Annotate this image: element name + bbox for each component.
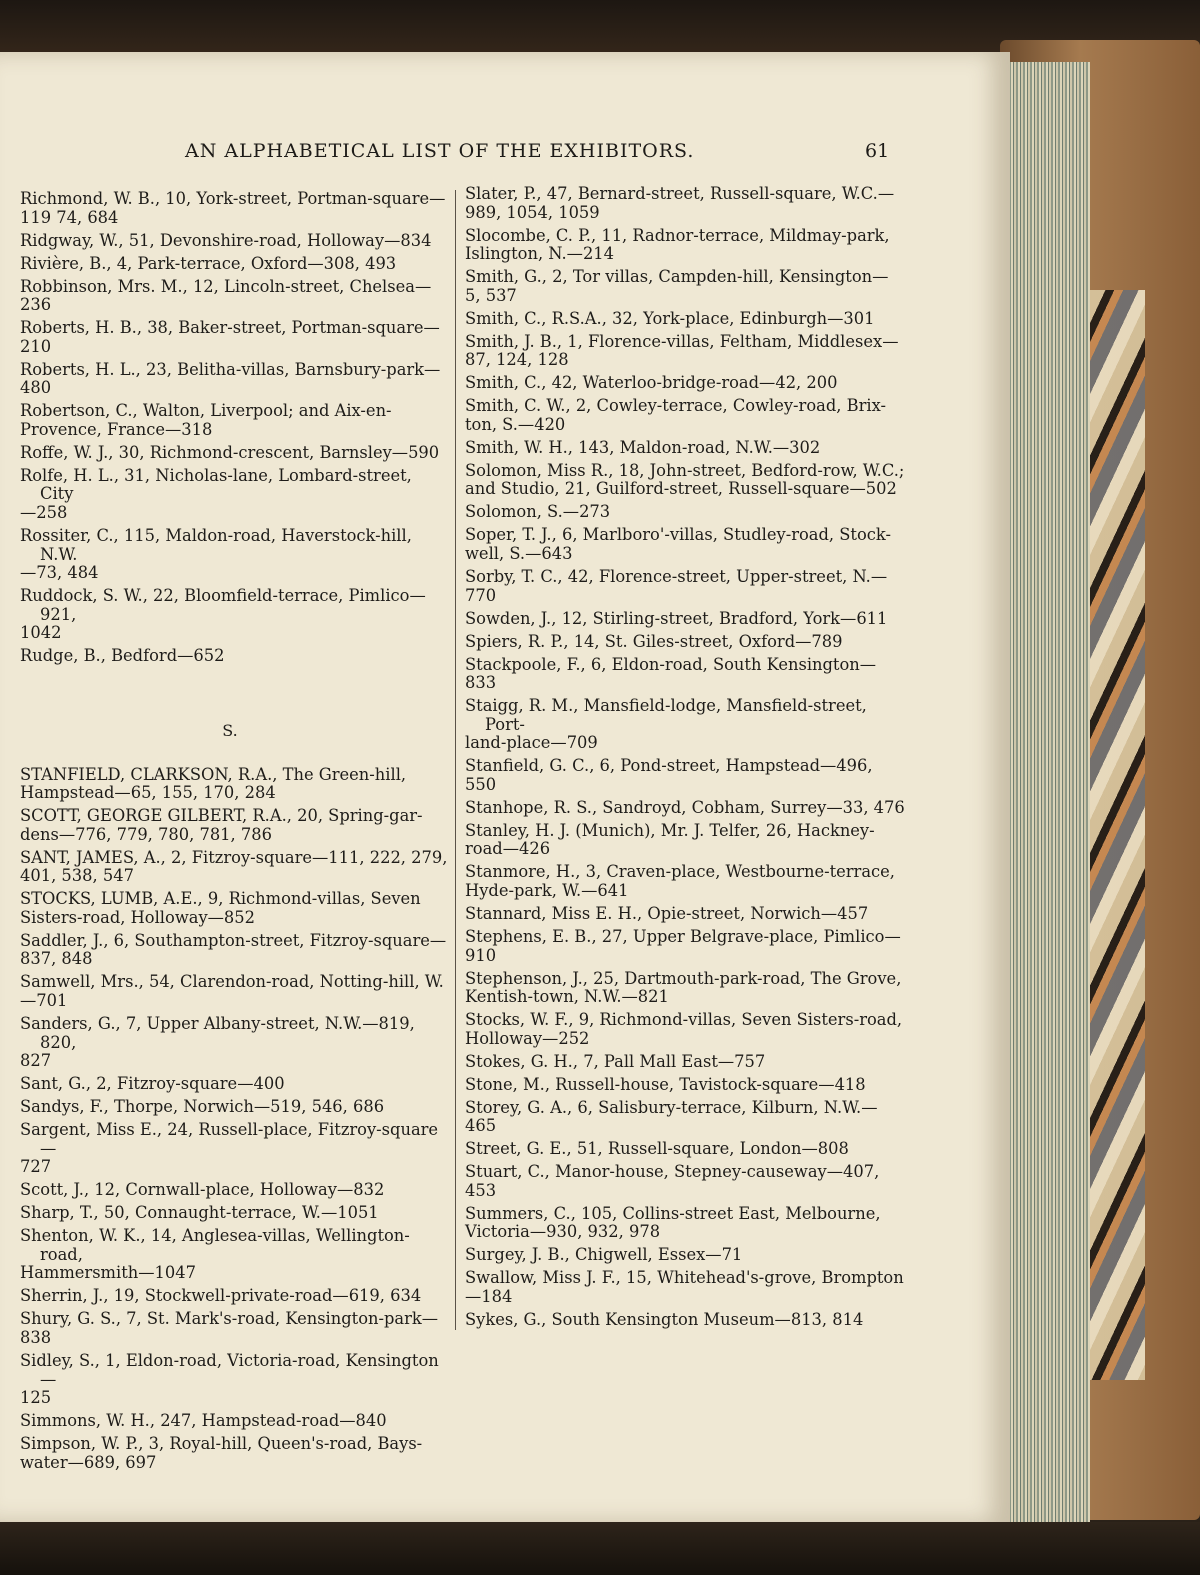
exhibitor-entry	[20, 1412, 450, 1431]
exhibitor-entry	[20, 1181, 450, 1200]
entry-line: Stanhope, R. S., Sandroyd, Cobham, Surrey—33, 476	[465, 797, 905, 817]
exhibitor-entry	[20, 319, 450, 356]
exhibitor-entry	[465, 310, 905, 329]
entry-line: Swallow, Miss J. F., 15, Whitehead's-grove, Brompton	[465, 1268, 904, 1288]
exhibitor-entry	[465, 610, 905, 629]
exhibitor-entry	[465, 227, 905, 264]
entry-line: 770	[465, 585, 497, 605]
exhibitor-entry	[20, 527, 450, 583]
entry-line: 119 74, 684	[20, 207, 119, 227]
entry-line: land-place—709	[465, 733, 598, 753]
exhibitor-entry	[465, 656, 905, 693]
entry-line: Sorby, T. C., 42, Florence-street, Upper-street, N.—	[465, 566, 888, 586]
entry-line: Smith, J. B., 1, Florence-villas, Feltham, Middlesex—	[465, 331, 899, 351]
entry-line: 989, 1054, 1059	[465, 202, 600, 222]
entry-line: —258	[20, 503, 68, 523]
entry-line: 1042	[20, 623, 62, 643]
entry-line: Hammersmith—1047	[20, 1263, 196, 1283]
entry-line: Smith, C. W., 2, Cowley-terrace, Cowley-road, Brix-	[465, 396, 886, 416]
entry-line: Robertson, C., Walton, Liverpool; and Aix-en-	[20, 401, 392, 421]
entry-line: Sandys, F., Thorpe, Norwich—519, 546, 686	[20, 1097, 385, 1117]
entry-line: Roberts, H. L., 23, Belitha-villas, Barnsbury-park—	[20, 359, 441, 379]
entry-line: Hampstead—65, 155, 170, 284	[20, 783, 276, 803]
entry-line: Scott, J., 12, Cornwall-place, Holloway—832	[20, 1180, 385, 1200]
exhibitor-entry	[465, 799, 905, 818]
exhibitor-entry	[20, 1098, 450, 1117]
entry-line: road—426	[465, 839, 551, 859]
entry-line: 480	[20, 378, 52, 398]
entry-line: Rossiter, C., 115, Maldon-road, Haverstock-hill, N.W.	[20, 526, 412, 564]
entry-line: Sidley, S., 1, Eldon-road, Victoria-road, Kensington—	[20, 1351, 439, 1389]
entry-line: 727	[20, 1157, 52, 1177]
entry-line: Stokes, G. H., 7, Pall Mall East—757	[465, 1051, 766, 1071]
entry-line: 453	[465, 1180, 497, 1200]
exhibitor-entry	[20, 890, 450, 927]
exhibitor-entry	[20, 849, 450, 886]
entry-line: 910	[465, 945, 497, 965]
entry-line: and Studio, 21, Guilford-street, Russell-square—502	[465, 479, 897, 499]
exhibitor-entry	[465, 633, 905, 652]
exhibitor-entry	[465, 697, 905, 753]
exhibitor-entry	[20, 1287, 450, 1306]
entry-line: 465	[465, 1116, 497, 1136]
section-letter: S.	[222, 720, 238, 740]
exhibitor-entry	[20, 1015, 450, 1071]
entry-line: Stocks, W. F., 9, Richmond-villas, Seven Sisters-road,	[465, 1010, 903, 1030]
exhibitor-entry	[465, 568, 905, 605]
entry-line: Shury, G. S., 7, St. Mark's-road, Kensington-park—	[20, 1309, 439, 1329]
exhibitor-entry	[20, 973, 450, 1010]
entry-line: Stannard, Miss E. H., Opie-street, Norwich—457	[465, 904, 869, 923]
entry-line: Stephenson, J., 25, Dartmouth-park-road, The Grove,	[465, 968, 902, 988]
entry-line: Samwell, Mrs., 54, Clarendon-road, Notting-hill, W.	[20, 972, 444, 992]
exhibitor-entry	[20, 361, 450, 398]
entry-line: 401, 538, 547	[20, 866, 134, 886]
entry-line: Rivière, B., 4, Park-terrace, Oxford—308, 493	[20, 253, 397, 273]
entry-line: well, S.—643	[465, 544, 573, 563]
right-entries-list	[465, 185, 905, 1330]
page-block-edges	[1000, 62, 1090, 1532]
exhibitor-entry	[465, 1269, 905, 1306]
entry-line: Stackpoole, F., 6, Eldon-road, South Kensington—	[465, 654, 877, 674]
r-entries-list	[20, 190, 450, 666]
exhibitor-entry	[20, 647, 450, 666]
entry-line: 210	[20, 336, 52, 356]
entry-line: 87, 124, 128	[465, 350, 569, 370]
running-head: AN ALPHABETICAL LIST OF THE EXHIBITORS.	[185, 140, 695, 162]
exhibitor-entry	[20, 278, 450, 315]
entry-line: water—689, 697	[20, 1452, 157, 1472]
entry-line: Sanders, G., 7, Upper Albany-street, N.W.—819, 820,	[20, 1014, 415, 1052]
entry-line: —73, 484	[20, 563, 99, 583]
exhibitor-entry	[465, 970, 905, 1007]
exhibitor-entry	[20, 1310, 450, 1347]
exhibitor-entry	[465, 905, 905, 924]
entry-line: 550	[465, 774, 497, 794]
exhibitor-entry	[20, 1121, 450, 1177]
exhibitor-entry	[20, 1352, 450, 1408]
entry-line: 125	[20, 1388, 52, 1408]
entry-line: STANFIELD, CLARKSON, R.A., The Green-hill,	[20, 764, 407, 784]
entry-line: 833	[465, 673, 497, 693]
entry-line: Stone, M., Russell-house, Tavistock-square—418	[465, 1074, 866, 1094]
exhibitor-entry	[465, 1053, 905, 1072]
entry-line: Smith, C., 42, Waterloo-bridge-road—42, 200	[465, 373, 838, 393]
right-column	[465, 185, 905, 1334]
exhibitor-entry	[465, 1140, 905, 1159]
entry-line: Storey, G. A., 6, Salisbury-terrace, Kilburn, N.W.—	[465, 1097, 878, 1117]
entry-line: —701	[20, 991, 68, 1011]
exhibitor-entry	[465, 1076, 905, 1095]
entry-line: 827	[20, 1051, 52, 1071]
entry-line: Spiers, R. P., 14, St. Giles-street, Oxford—789	[465, 631, 843, 651]
exhibitor-entry	[20, 766, 450, 803]
exhibitor-entry	[20, 1075, 450, 1094]
entry-line: Rolfe, H. L., 31, Nicholas-lane, Lombard-street, City	[20, 465, 412, 504]
entry-line: dens—776, 779, 780, 781, 786	[20, 824, 272, 844]
entry-line: Stanley, H. J. (Munich), Mr. J. Telfer, 26, Hackney-	[465, 820, 875, 840]
entry-line: Victoria—930, 932, 978	[465, 1222, 661, 1242]
exhibitor-entry	[465, 462, 905, 499]
exhibitor-entry	[20, 190, 450, 227]
entry-line: Roffe, W. J., 30, Richmond-crescent, Barnsley—590	[20, 442, 440, 462]
page-number: 61	[865, 140, 890, 162]
entry-line: Kentish-town, N.W.—821	[465, 987, 669, 1007]
entry-line: Slocombe, C. P., 11, Radnor-terrace, Mildmay-park,	[465, 225, 890, 245]
entry-line: 837, 848	[20, 949, 93, 969]
entry-line: Shenton, W. K., 14, Anglesea-villas, Wellington-road,	[20, 1226, 410, 1264]
exhibitor-entry	[465, 1099, 905, 1136]
exhibitor-entry	[465, 1311, 905, 1330]
exhibitor-entry	[465, 333, 905, 370]
exhibitor-entry	[465, 439, 905, 458]
entry-line: Sisters-road, Holloway—852	[20, 907, 256, 927]
exhibitor-entry	[20, 255, 450, 274]
entry-line: Sharp, T., 50, Connaught-terrace, W.—1051	[20, 1203, 379, 1223]
left-column	[20, 190, 450, 1477]
book-cover-bottom	[0, 1522, 1200, 1575]
entry-line: Stanfield, G. C., 6, Pond-street, Hampstead—496,	[465, 756, 873, 776]
entry-line: Stephens, E. B., 27, Upper Belgrave-place, Pimlico—	[465, 926, 901, 946]
exhibitor-entry	[20, 1227, 450, 1283]
entry-line: Sant, G., 2, Fitzroy-square—400	[20, 1074, 285, 1094]
exhibitor-entry	[465, 374, 905, 393]
exhibitor-entry	[465, 503, 905, 522]
entry-line: Stanmore, H., 3, Craven-place, Westbourne-terrace,	[465, 862, 895, 882]
s-entries-list	[20, 766, 450, 1473]
entry-line: Hyde-park, W.—641	[465, 881, 629, 901]
exhibitor-entry	[465, 928, 905, 965]
exhibitor-entry	[465, 1163, 905, 1200]
entry-line: Rudge, B., Bedford—652	[20, 646, 225, 666]
entry-line: Simmons, W. H., 247, Hampstead-road—840	[20, 1411, 387, 1431]
entry-line: Provence, France—318	[20, 419, 213, 439]
entry-line: Sykes, G., South Kensington Museum—813, 814	[465, 1309, 864, 1329]
exhibitor-entry	[465, 1205, 905, 1242]
entry-line: Richmond, W. B., 10, York-street, Portman-square—	[20, 189, 446, 208]
entry-line: Sowden, J., 12, Stirling-street, Bradford, York—611	[465, 608, 888, 628]
exhibitor-entry	[20, 444, 450, 463]
entry-line: Staigg, R. M., Mansfield-lodge, Mansfield-street, Port-	[465, 696, 867, 734]
exhibitor-entry	[465, 526, 905, 563]
exhibitor-entry	[20, 587, 450, 643]
marbled-endpaper	[1090, 290, 1145, 1380]
exhibitor-entry	[465, 863, 905, 900]
entry-line: SCOTT, GEORGE GILBERT, R.A., 20, Spring-gar-	[20, 806, 423, 826]
entry-line: 838	[20, 1328, 52, 1348]
entry-line: Holloway—252	[465, 1028, 590, 1048]
exhibitor-entry	[465, 1011, 905, 1048]
entry-line: Smith, G., 2, Tor villas, Campden-hill, Kensington—	[465, 267, 889, 287]
exhibitor-entry	[20, 1435, 450, 1472]
exhibitor-entry	[20, 402, 450, 439]
exhibitor-entry	[465, 1246, 905, 1265]
exhibitor-entry	[465, 185, 905, 222]
exhibitor-entry	[20, 932, 450, 969]
exhibitor-entry	[465, 757, 905, 794]
entry-line: Slater, P., 47, Bernard-street, Russell-square, W.C.—	[465, 184, 895, 203]
exhibitor-entry	[20, 1204, 450, 1223]
entry-line: Summers, C., 105, Collins-street East, Melbourne,	[465, 1203, 881, 1223]
entry-line: Sargent, Miss E., 24, Russell-place, Fitzroy-square—	[20, 1120, 439, 1158]
entry-line: Solomon, Miss R., 18, John-street, Bedford-row, W.C.;	[465, 460, 905, 480]
entry-line: Soper, T. J., 6, Marlboro'-villas, Studley-road, Stock-	[465, 525, 891, 545]
column-rule	[455, 190, 456, 1330]
exhibitor-entry	[20, 467, 450, 523]
entry-line: Smith, C., R.S.A., 32, York-place, Edinburgh—301	[465, 308, 875, 328]
entry-line: SANT, JAMES, A., 2, Fitzroy-square—111, 222, 279,	[20, 847, 448, 867]
exhibitor-entry	[20, 807, 450, 844]
entry-line: Sherrin, J., 19, Stockwell-private-road—619, 634	[20, 1286, 422, 1306]
entry-line: Ruddock, S. W., 22, Bloomfield-terrace, Pimlico—921,	[20, 586, 426, 624]
entry-line: Stuart, C., Manor-house, Stepney-causeway—407,	[465, 1162, 880, 1182]
entry-line: 236	[20, 295, 52, 315]
exhibitor-entry	[465, 268, 905, 305]
exhibitor-entry	[465, 397, 905, 434]
entry-line: Solomon, S.—273	[465, 502, 611, 522]
entry-line: Smith, W. H., 143, Maldon-road, N.W.—302	[465, 437, 821, 457]
exhibitor-entry	[465, 822, 905, 859]
entry-line: ton, S.—420	[465, 414, 566, 434]
entry-line: Simpson, W. P., 3, Royal-hill, Queen's-road, Bays-	[20, 1434, 423, 1454]
exhibitor-entry	[20, 232, 450, 251]
entry-line: Robbinson, Mrs. M., 12, Lincoln-street, Chelsea—	[20, 276, 432, 296]
entry-line: Islington, N.—214	[465, 244, 615, 264]
entry-line: —184	[465, 1286, 513, 1306]
entry-line: STOCKS, LUMB, A.E., 9, Richmond-villas, Seven	[20, 889, 421, 909]
entry-line: Saddler, J., 6, Southampton-street, Fitzroy-square—	[20, 930, 447, 950]
entry-line: Street, G. E., 51, Russell-square, London—808	[465, 1139, 849, 1159]
entry-line: Roberts, H. B., 38, Baker-street, Portman-square—	[20, 318, 440, 338]
entry-line: 5, 537	[465, 285, 517, 305]
entry-line: Ridgway, W., 51, Devonshire-road, Holloway—834	[20, 230, 432, 250]
entry-line: Surgey, J. B., Chigwell, Essex—71	[465, 1245, 743, 1265]
